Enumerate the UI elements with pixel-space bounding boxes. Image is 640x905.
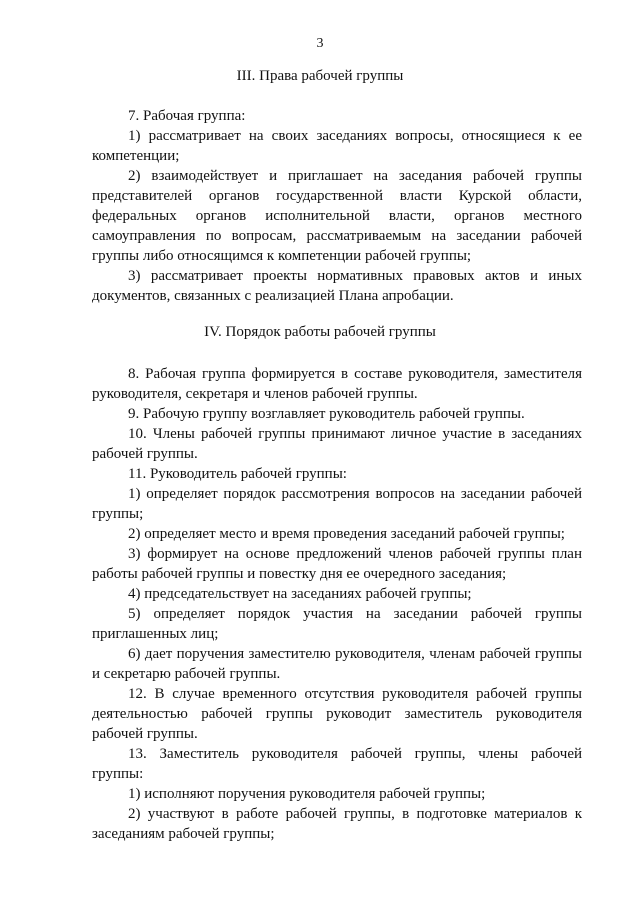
paragraph-7-3: 3) рассматривает проекты нормативных правовых актов и иных документов, связанных с реализацией Плана апробации. (92, 268, 582, 304)
paragraph-13-1: 1) исполняют поручения руководителя рабочей группы; (128, 786, 486, 802)
section-4-body (92, 364, 582, 844)
paragraph-7-2: 2) взаимодействует и приглашает на заседания рабочей группы представителей органов государственной власти Курской области, федеральных органов исполнительной власти, органов местного самоуправления по вопросам, рассматриваемым на заседании рабочей группы либо относящимся к компетенции рабочей группы; (92, 168, 582, 264)
paragraph-11-3: 3) формирует на основе предложений членов рабочей группы план работы рабочей группы и повестку дня ее очередного заседания; (92, 546, 582, 582)
paragraph-10: 10. Члены рабочей группы принимают личное участие в заседаниях рабочей группы. (92, 426, 582, 462)
paragraph-11-2: 2) определяет место и время проведения заседаний рабочей группы; (128, 526, 565, 542)
paragraph-12: 12. В случае временного отсутствия руководителя рабочей группы деятельностью рабочей группы руководит заместитель руководителя рабочей группы. (92, 686, 582, 742)
paragraph-7-1: 1) рассматривает на своих заседаниях вопросы, относящиеся к ее компетенции; (92, 128, 582, 164)
section-4-heading: IV. Порядок работы рабочей группы (204, 324, 436, 340)
paragraph-11-6: 6) дает поручения заместителю руководителя, членам рабочей группы и секретарю рабочей группы. (92, 646, 582, 682)
paragraph-11-4: 4) председательствует на заседаниях рабочей группы; (128, 586, 472, 602)
paragraph-13: 13. Заместитель руководителя рабочей группы, члены рабочей группы: (92, 746, 582, 782)
paragraph-13-2: 2) участвуют в работе рабочей группы, в подготовке материалов к заседаниям рабочей группы; (92, 806, 582, 842)
section-3-body (92, 106, 582, 306)
paragraph-9: 9. Рабочую группу возглавляет руководитель рабочей группы. (128, 406, 525, 422)
paragraph-11: 11. Руководитель рабочей группы: (128, 466, 347, 482)
paragraph-7: 7. Рабочая группа: (128, 108, 246, 124)
section-3-heading: III. Права рабочей группы (236, 68, 404, 84)
paragraph-8: 8. Рабочая группа формируется в составе руководителя, заместителя руководителя, секретаря и членов рабочей группы. (92, 366, 582, 402)
paragraph-11-5: 5) определяет порядок участия на заседании рабочей группы приглашенных лиц; (92, 606, 582, 642)
paragraph-11-1: 1) определяет порядок рассмотрения вопросов на заседании рабочей группы; (92, 486, 582, 522)
page-number: 3 (316, 36, 324, 51)
